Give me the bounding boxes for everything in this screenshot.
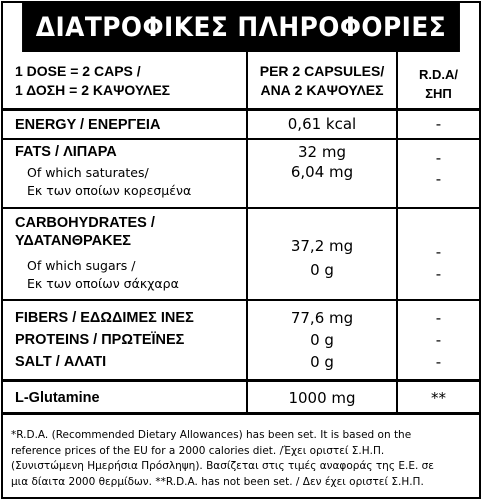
saturates-rda: -	[435, 170, 442, 188]
energy-rda: -	[435, 115, 442, 133]
fibers-value: 77,6 mg	[290, 309, 354, 327]
carbohydrates-label-line1: CARBOHYDRATES /	[15, 215, 155, 231]
footnote-line-3: (Συνιστώμενη Ημερήσια Πρόσληψη). Βασίζεται στις τιμές αναφοράς της Ε.Ε. σε	[11, 460, 434, 472]
footnote-line-4: μια δίαιτα 2000 θερμίδων. **R.D.A. has not been set. / Δεν έχει οριστεί Σ.Η.Π.	[11, 475, 424, 488]
salt-rda: -	[435, 353, 442, 371]
fats-label: FATS / ΛΙΠΑΡΑ	[15, 144, 117, 160]
fibers-rda: -	[435, 309, 442, 327]
salt-value: 0 g	[310, 353, 334, 371]
footnote-line-1: *R.D.A. (Recommended Dietary Allowances) has been set. It is based on the	[11, 429, 412, 441]
label-title: ΔΙΑΤΡΟΦΙΚΕΣ ΠΛΗΡΟΦΟΡΙΕΣ	[22, 3, 460, 52]
header-per-serving-line2: ΑΝΑ 2 ΚΑΨΟΥΛΕΣ	[260, 82, 384, 98]
carbohydrates-label-line2: ΥΔΑΤΑΝΘΡΑΚΕΣ	[15, 233, 131, 249]
energy-label: ENERGY / ΕΝΕΡΓΕΙΑ	[15, 117, 161, 133]
l-glutamine-rda: **	[431, 389, 446, 407]
sugars-value: 0 g	[310, 261, 334, 279]
energy-value: 0,61 kcal	[287, 115, 357, 133]
fats-value: 32 mg	[298, 143, 346, 161]
l-glutamine-label: L-Glutamine	[15, 390, 100, 406]
row-divider-fats	[3, 207, 479, 209]
salt-label: SALT / ΑΛΑΤΙ	[15, 354, 107, 370]
footnote-line-2: reference prices of the EU for a 2000 calories diet. /Έχει οριστεί Σ.Η.Π.	[11, 444, 385, 457]
proteins-label: PROTEINS / ΠΡΩΤΕΪΝΕΣ	[15, 332, 185, 348]
header-per-serving-line1: PER 2 CAPSULES/	[259, 63, 385, 79]
header-dose-line1: 1 DOSE = 2 CAPS /	[15, 63, 141, 79]
carbohydrates-value: 37,2 mg	[290, 237, 354, 255]
proteins-rda: -	[435, 331, 442, 349]
header-dose-line2: 1 ΔΟΣΗ = 2 ΚΑΨΟΥΛΕΣ	[15, 82, 171, 98]
sugars-rda: -	[435, 265, 442, 283]
fats-rda: -	[435, 149, 442, 167]
header-rda-line1: R.D.A/	[419, 67, 458, 82]
row-divider-header	[3, 108, 479, 111]
proteins-value: 0 g	[310, 331, 334, 349]
footnote	[11, 428, 473, 490]
saturates-label-line2: Εκ των οποίων κορεσμένα	[27, 183, 192, 198]
row-divider-salt	[3, 379, 479, 382]
saturates-value: 6,04 mg	[290, 163, 354, 181]
sugars-label-line1: Of which sugars /	[27, 258, 136, 273]
l-glutamine-value: 1000 mg	[288, 389, 356, 407]
fibers-label: FIBERS / ΕΔΩΔΙΜΕΣ ΙΝΕΣ	[15, 310, 194, 326]
nutrition-facts-label	[1, 1, 481, 499]
row-divider-carbs	[3, 299, 479, 301]
saturates-label-line1: Of which saturates/	[27, 165, 149, 180]
row-divider-glutamine	[3, 412, 479, 415]
header-rda-line2: ΣΗΠ	[425, 86, 452, 101]
row-divider-energy	[3, 138, 479, 140]
sugars-label-line2: Εκ των οποίων σάκχαρα	[27, 276, 179, 291]
carbohydrates-rda: -	[435, 243, 442, 261]
